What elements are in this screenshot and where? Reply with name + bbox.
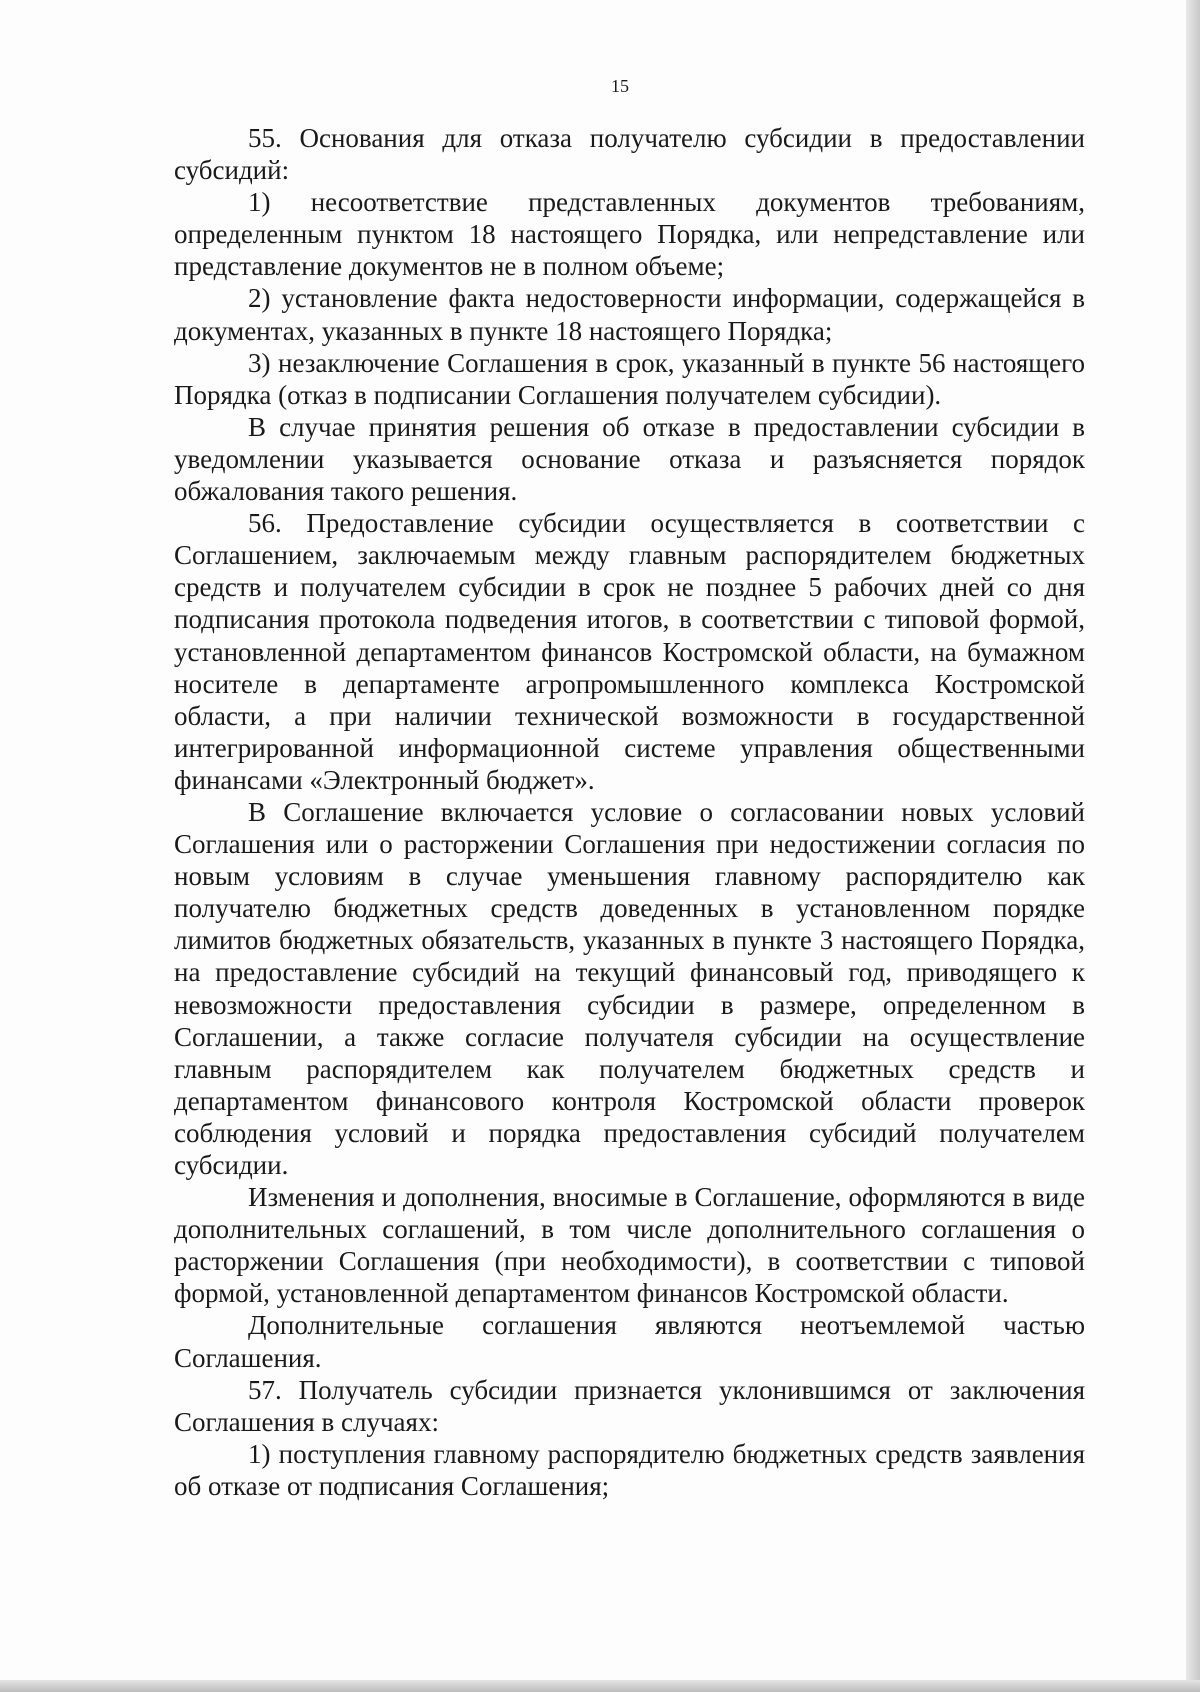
paragraph-56-amendments: Изменения и дополнения, вносимые в Соглашение, оформляются в виде дополнительных соглашений, в том числе дополнительного соглашения о расторжении Соглашения (при необходимости), в соответствии с типовой формой, установленной департаментом финансов Костромской области. bbox=[174, 1182, 1085, 1309]
paragraph-55-heading: 55. Основания для отказа получателю субсидии в предоставлении субсидий: bbox=[174, 123, 1085, 186]
page-edge-shadow-bottom bbox=[0, 1680, 1200, 1692]
document-body bbox=[174, 122, 1085, 1502]
paragraph-56: 56. Предоставление субсидии осуществляется в соответствии с Соглашением, заключаемым между главным распорядителем бюджетных средств и получателем субсидии в срок не позднее 5 рабочих дней со дня подписания протокола подведения итогов, в соответствии с типовой формой, установленной департаментом финансов Костромской области, на бумажном носителе в департаменте агропромышленного комплекса Костромской области, а при наличии технической возможности в государственной интегрированной информационной системе управления общественными финансами «Электронный бюджет». bbox=[174, 508, 1085, 795]
paragraph-55-item-1: 1) несоответствие представленных документов требованиям, определенным пунктом 18 настоящего Порядка, или непредставление или представление документов не в полном объеме; bbox=[174, 187, 1085, 282]
paragraph-56-additional: Дополнительные соглашения являются неотъемлемой частью Соглашения. bbox=[174, 1310, 1085, 1373]
paragraph-55-item-3: 3) незаключение Соглашения в срок, указанный в пункте 56 настоящего Порядка (отказ в подписании Соглашения получателем субсидии). bbox=[174, 347, 1085, 410]
page-edge-shadow-right bbox=[1186, 0, 1200, 1692]
paragraph-55-item-2: 2) установление факта недостоверности информации, содержащейся в документах, указанных в пункте 18 настоящего Порядка; bbox=[174, 283, 1085, 346]
paragraph-56-conditions: В Соглашение включается условие о согласовании новых условий Соглашения или о расторжении Соглашения при недостижении согласия по новым условиям в случае уменьшения главному распорядителю как получателю бюджетных средств доведенных в установленном порядке лимитов бюджетных обязательств, указанных в пункте 3 настоящего Порядка, на предоставление субсидий на текущий финансовый год, приводящего к невозможности предоставления субсидии в размере, определенном в Соглашении, а также согласие получателя субсидии на осуществление главным распорядителем как получателем бюджетных средств и департаментом финансового контроля Костромской области проверок соблюдения условий и порядка предоставления субсидий получателем субсидии. bbox=[174, 796, 1085, 1180]
paragraph-57-heading: 57. Получатель субсидии признается уклонившимся от заключения Соглашения в случаях: bbox=[174, 1374, 1085, 1437]
page-number: 15 bbox=[611, 76, 629, 96]
paragraph-57-item-1: 1) поступления главному распорядителю бюджетных средств заявления об отказе от подписания Соглашения; bbox=[174, 1438, 1085, 1501]
paragraph-55-notice: В случае принятия решения об отказе в предоставлении субсидии в уведомлении указывается основание отказа и разъясняется порядок обжалования такого решения. bbox=[174, 411, 1085, 507]
